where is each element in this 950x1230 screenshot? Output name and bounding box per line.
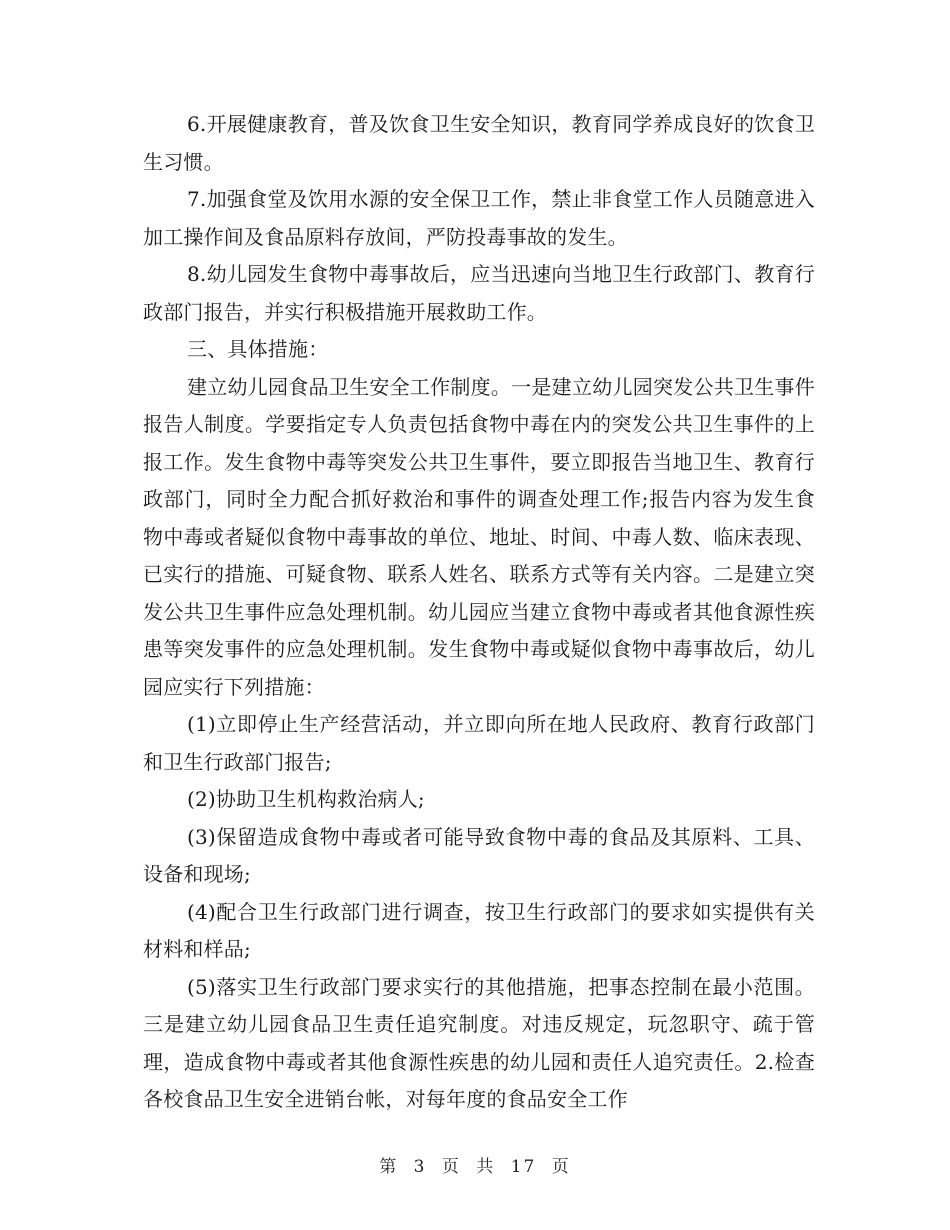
footer-suffix: 页: [551, 1157, 571, 1177]
footer-total-prefix: 共: [476, 1157, 496, 1177]
section-heading-measures: 三、具体措施：: [187, 337, 329, 361]
measure-item-3: (3)保留造成食物中毒或者可能导致食物中毒的食品及其原料、工具、设备和现场;: [143, 824, 815, 886]
measure-item-2: (2)协助卫生机构救治病人;: [187, 787, 425, 811]
measure-item-4: (4)配合卫生行政部门进行调查，按卫生行政部门的要求如实提供有关材料和样品;: [143, 899, 815, 961]
paragraph-item-6: 6.开展健康教育，普及饮食卫生安全知识，教育同学养成良好的饮食卫生习惯。: [143, 112, 815, 174]
footer-mid: 页: [441, 1157, 461, 1177]
measure-item-1: (1)立即停止生产经营活动，并立即向所在地人民政府、教育行政部门和卫生行政部门报告;: [143, 712, 815, 774]
footer-prefix: 第: [379, 1157, 399, 1177]
measure-item-5: (5)落实卫生行政部门要求实行的其他措施，把事态控制在最小范围。三是建立幼儿园食品卫生责任追究制度。对违反规定，玩忽职守、疏于管理，造成食物中毒或者其他食源性疾患的幼儿园和责任人追究责任。2.检查各校食品卫生安全进销台帐，对每年度的食品安全工作: [143, 974, 815, 1111]
footer-total-pages: 17: [510, 1157, 537, 1177]
page-footer: [0, 1152, 950, 1177]
paragraph-item-8: 8.幼儿园发生食物中毒事故后，应当迅速向当地卫生行政部门、教育行政部门报告，并实行积极措施开展救助工作。: [143, 262, 815, 324]
footer-current-page: 3: [413, 1157, 427, 1177]
document-body: [143, 106, 815, 1119]
paragraph-safety-system: 建立幼儿园食品卫生安全工作制度。一是建立幼儿园突发公共卫生事件报告人制度。学要指定专人负责包括食物中毒在内的突发公共卫生事件的上报工作。发生食物中毒等突发公共卫生事件，要立即报告当地卫生、教育行政部门，同时全力配合抓好救治和事件的调查处理工作;报告内容为发生食物中毒或者疑似食物中毒事故的单位、地址、时间、中毒人数、临床表现、已实行的措施、可疑食物、联系人姓名、联系方式等有关内容。二是建立突发公共卫生事件应急处理机制。幼儿园应当建立食物中毒或者其他食源性疾患等突发事件的应急处理机制。发生食物中毒或疑似食物中毒事故后，幼儿园应实行下列措施：: [143, 374, 815, 699]
paragraph-item-7: 7.加强食堂及饮用水源的安全保卫工作，禁止非食堂工作人员随意进入加工操作间及食品原料存放间，严防投毒事故的发生。: [143, 187, 815, 249]
